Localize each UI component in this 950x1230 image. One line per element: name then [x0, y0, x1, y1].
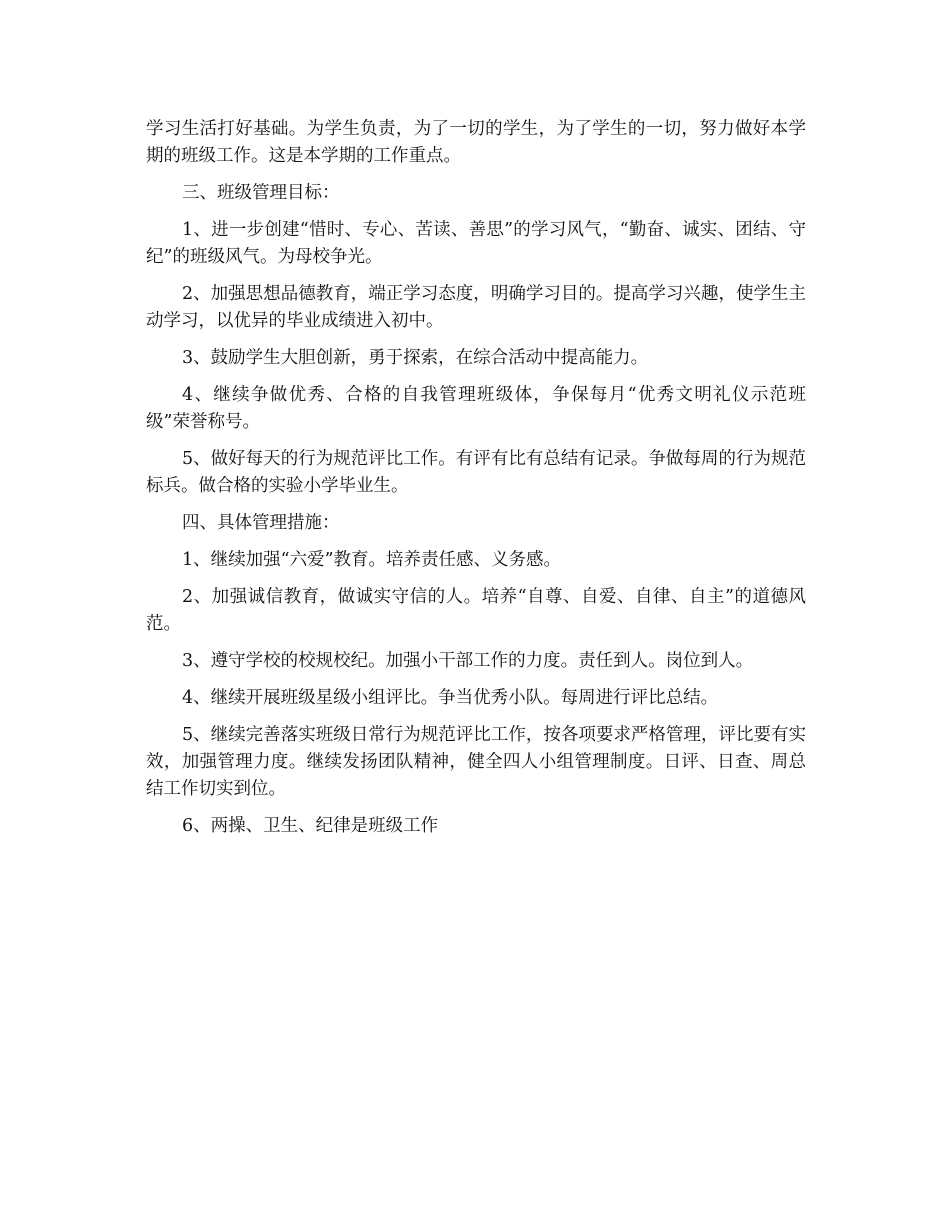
goal-item-2: 2、加强思想品德教育，端正学习态度，明确学习目的。提高学习兴趣，使学生主动学习，以优异的毕业成绩进入初中。 — [146, 284, 806, 331]
paragraph-continuation: 学习生活打好基础。为学生负责，为了一切的学生，为了学生的一切，努力做好本学期的班级工作。这是本学期的工作重点。 — [146, 119, 806, 166]
section-heading-measures: 四、具体管理措施： — [182, 513, 340, 533]
measure-item-4: 4、继续开展班级星级小组评比。争当优秀小队。每周进行评比总结。 — [182, 688, 719, 708]
goal-item-1: 1、进一步创建“惜时、专心、苦读、善思”的学习风气，“勤奋、诚实、团结、守纪”的班级风气。为母校争光。 — [146, 220, 806, 267]
measure-item-3: 3、遵守学校的校规校纪。加强小干部工作的力度。责任到人。岗位到人。 — [182, 651, 754, 671]
goal-item-5: 5、做好每天的行为规范评比工作。有评有比有总结有记录。争做每周的行为规范标兵。做合格的实验小学毕业生。 — [146, 449, 806, 496]
measure-item-6: 6、两操、卫生、纪律是班级工作 — [182, 816, 439, 836]
goal-item-3: 3、鼓励学生大胆创新，勇于探索，在综合活动中提高能力。 — [182, 348, 649, 368]
measure-item-1: 1、继续加强“六爱”教育。培养责任感、义务感。 — [182, 550, 562, 570]
goal-item-4: 4、继续争做优秀、合格的自我管理班级体，争保每月“优秀文明礼仪示范班级”荣誉称号。 — [146, 385, 806, 432]
document-body — [146, 116, 806, 850]
section-heading-goals: 三、班级管理目标： — [182, 183, 340, 203]
measure-item-5: 5、继续完善落实班级日常行为规范评比工作，按各项要求严格管理，评比要有实效，加强管理力度。继续发扬团队精神，健全四人小组管理制度。日评、日查、周总结工作切实到位。 — [146, 725, 806, 799]
measure-item-2: 2、加强诚信教育，做诚实守信的人。培养“自尊、自爱、自律、自主”的道德风范。 — [146, 587, 806, 634]
